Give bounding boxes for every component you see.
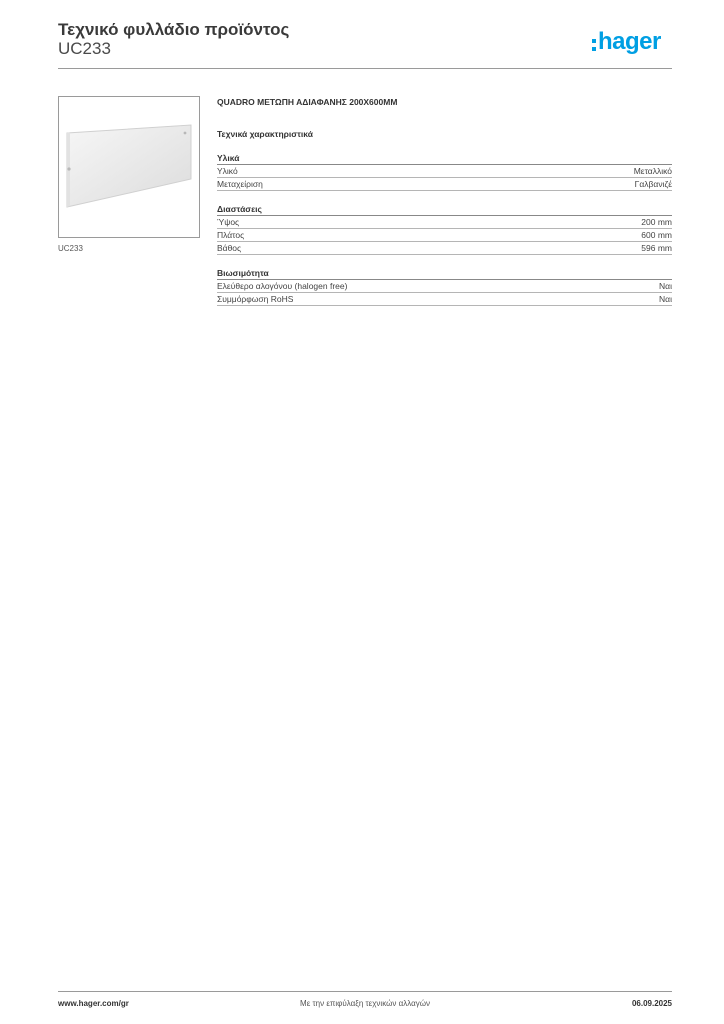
spec-row [217,293,672,306]
spec-value: 200 mm [641,217,672,227]
spec-value: Γαλβανιζέ [634,179,672,189]
group-title: Διαστάσεις [217,203,672,216]
group-title: Υλικά [217,152,672,165]
footer-website-link[interactable]: www.hager.com/gr [58,999,129,1008]
image-caption: UC233 [58,244,83,253]
spec-row [217,242,672,255]
spec-label: Ύψος [217,217,240,227]
section-title: Τεχνικά χαρακτηριστικά [217,129,313,139]
spec-label: Πλάτος [217,230,245,240]
product-code: UC233 [58,39,111,58]
spec-group-materials [217,152,672,191]
spec-label: Μεταχείριση [217,179,263,189]
group-title: Βιωσιμότητα [217,267,672,280]
spec-label: Βάθος [217,243,242,253]
spec-row [217,280,672,293]
footer-divider [58,991,672,992]
spec-value: Μεταλλικό [633,166,672,176]
spec-label: Υλικό [217,166,238,176]
spec-value: Ναι [659,294,672,304]
spec-group-sustainability [217,267,672,306]
spec-value: Ναι [659,281,672,291]
document-title: Τεχνικό φυλλάδιο προϊόντος [58,20,290,39]
spec-row [217,178,672,191]
spec-value: 600 mm [641,230,672,240]
logo-dots-icon [592,39,596,51]
header-divider [58,68,672,69]
logo-text: hager [598,28,661,55]
spec-group-dimensions [217,203,672,255]
spec-row [217,165,672,178]
spec-label: Συμμόρφωση RoHS [217,294,294,304]
footer-disclaimer: Με την επιφύλαξη τεχνικών αλλαγών [300,999,430,1008]
footer-date: 06.09.2025 [631,999,672,1008]
product-name: QUADRO ΜΕΤΩΠΗ ΑΔΙΑΦΑΝΗΣ 200X600MM [217,97,398,107]
specification-content [217,96,672,306]
spec-value: 596 mm [641,243,672,253]
spec-label: Ελεύθερο αλογόνου (halogen free) [217,281,348,291]
product-image [58,96,200,238]
hager-logo [592,28,661,56]
spec-row [217,229,672,242]
front-panel-illustration [59,97,199,237]
spec-row [217,216,672,229]
footer [58,998,672,1010]
